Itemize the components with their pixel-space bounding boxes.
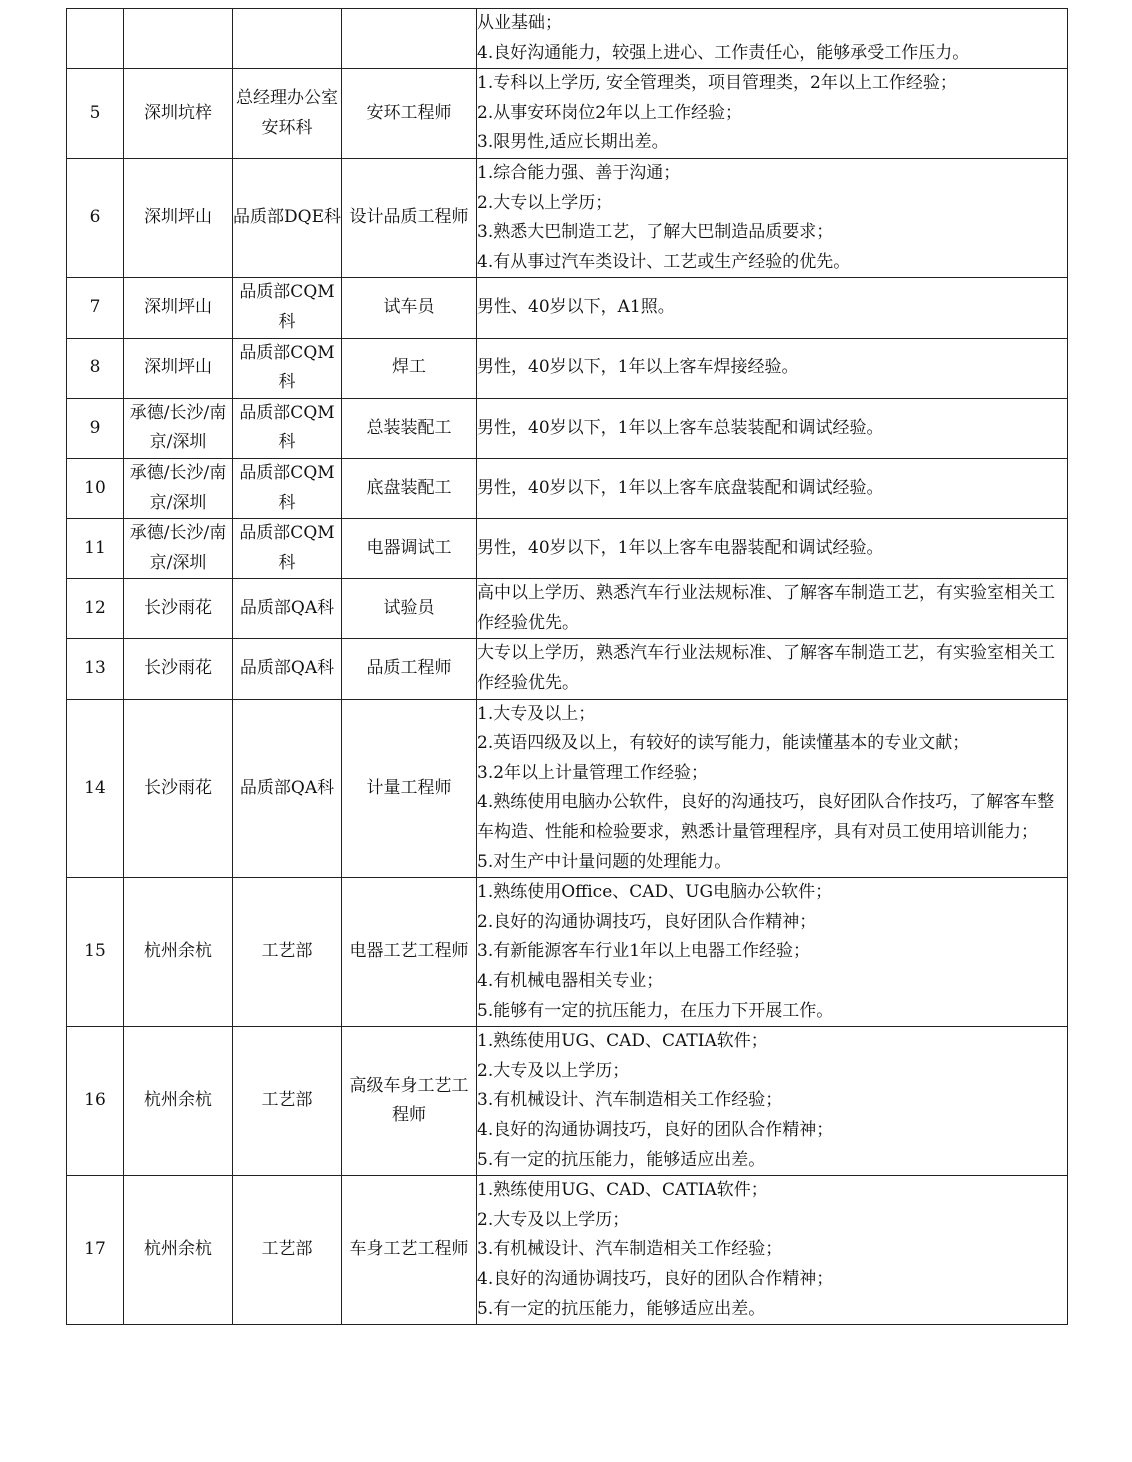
cell-department: 品质部QA科	[233, 639, 342, 699]
cell-requirements	[477, 278, 1068, 338]
requirement-line: 2.良好的沟通协调技巧，良好团队合作精神；	[477, 911, 817, 932]
table-row	[67, 158, 1068, 277]
cell-number: 16	[67, 1027, 124, 1176]
requirement-line: 大专以上学历，熟悉汽车行业法规标准、了解客车制造工艺，有实验室相关工作经验优先。	[477, 643, 1055, 694]
cell-number	[67, 9, 124, 69]
cell-location: 杭州余杭	[124, 878, 233, 1027]
requirement-line: 3.2年以上计量管理工作经验；	[477, 762, 709, 783]
cell-position: 试车员	[342, 278, 477, 338]
cell-position: 设计品质工程师	[342, 158, 477, 277]
cell-number: 7	[67, 278, 124, 338]
requirement-line: 1.熟练使用UG、CAD、CATIA软件；	[477, 1031, 768, 1052]
requirement-line: 4.良好沟通能力，较强上进心、工作责任心，能够承受工作压力。	[477, 42, 970, 63]
requirement-line: 2.大专及以上学历；	[477, 1060, 630, 1081]
cell-number: 15	[67, 878, 124, 1027]
cell-location: 深圳坪山	[124, 338, 233, 398]
cell-position: 电器工艺工程师	[342, 878, 477, 1027]
cell-location: 长沙雨花	[124, 639, 233, 699]
cell-location: 深圳坑梓	[124, 69, 233, 159]
cell-requirements	[477, 519, 1068, 579]
cell-position: 计量工程师	[342, 699, 477, 878]
requirement-line: 3.有新能源客车行业1年以上电器工作经验；	[477, 941, 811, 962]
cell-number: 10	[67, 458, 124, 518]
requirement-line: 男性、40岁以下，A1照。	[477, 297, 675, 318]
cell-department: 工艺部	[233, 878, 342, 1027]
cell-location: 杭州余杭	[124, 1027, 233, 1176]
table-row	[67, 9, 1068, 69]
cell-number: 11	[67, 519, 124, 579]
cell-department: 品质部CQM科	[233, 458, 342, 518]
requirement-line: 1.专科以上学历, 安全管理类，项目管理类，2年以上工作经验；	[477, 73, 957, 94]
requirement-line: 3.有机械设计、汽车制造相关工作经验；	[477, 1090, 783, 1111]
cell-position: 品质工程师	[342, 639, 477, 699]
requirement-line: 1.大专及以上；	[477, 703, 596, 724]
requirement-line: 5.有一定的抗压能力，能够适应出差。	[477, 1298, 766, 1319]
cell-position: 试验员	[342, 579, 477, 639]
cell-department	[233, 9, 342, 69]
requirement-line: 男性，40岁以下，1年以上客车电器装配和调试经验。	[477, 537, 884, 558]
requirement-line: 男性，40岁以下，1年以上客车底盘装配和调试经验。	[477, 477, 884, 498]
cell-number: 12	[67, 579, 124, 639]
requirement-line: 4.熟练使用电脑办公软件，良好的沟通技巧，良好团队合作技巧，了解客车整车构造、性能和检验要求，熟悉计量管理程序，具有对员工使用培训能力；	[477, 792, 1055, 843]
cell-requirements	[477, 9, 1068, 69]
cell-position: 安环工程师	[342, 69, 477, 159]
cell-requirements	[477, 398, 1068, 458]
table-row	[67, 278, 1068, 338]
cell-number: 6	[67, 158, 124, 277]
cell-position: 高级车身工艺工程师	[342, 1027, 477, 1176]
table-row	[67, 639, 1068, 699]
cell-requirements	[477, 338, 1068, 398]
table-row	[67, 69, 1068, 159]
cell-position	[342, 9, 477, 69]
cell-requirements	[477, 69, 1068, 159]
recruitment-table	[66, 8, 1068, 1325]
cell-department: 品质部CQM科	[233, 519, 342, 579]
table-row	[67, 338, 1068, 398]
requirement-line: 高中以上学历、熟悉汽车行业法规标准、了解客车制造工艺，有实验室相关工作经验优先。	[477, 583, 1055, 633]
cell-location: 承德/长沙/南京/深圳	[124, 519, 233, 579]
cell-department: 品质部CQM科	[233, 278, 342, 338]
table-row	[67, 1176, 1068, 1325]
cell-position: 底盘装配工	[342, 458, 477, 518]
requirement-line: 3.有机械设计、汽车制造相关工作经验；	[477, 1239, 783, 1260]
cell-location: 深圳坪山	[124, 278, 233, 338]
table-row	[67, 579, 1068, 639]
cell-number: 17	[67, 1176, 124, 1325]
cell-location: 长沙雨花	[124, 699, 233, 878]
requirement-line: 2.英语四级及以上，有较好的读写能力，能读懂基本的专业文献；	[477, 733, 970, 754]
requirement-line: 4.良好的沟通协调技巧，良好的团队合作精神；	[477, 1119, 834, 1140]
requirement-line: 4.良好的沟通协调技巧，良好的团队合作精神；	[477, 1268, 834, 1289]
cell-department: 品质部QA科	[233, 699, 342, 878]
requirement-line: 3.熟悉大巴制造工艺，了解大巴制造品质要求；	[477, 222, 834, 243]
cell-position: 总装装配工	[342, 398, 477, 458]
table-row	[67, 458, 1068, 518]
recruitment-table-body	[67, 9, 1068, 1325]
requirement-line: 4.有从事过汽车类设计、工艺或生产经验的优先。	[477, 251, 851, 272]
requirement-line: 5.对生产中计量问题的处理能力。	[477, 851, 732, 872]
requirement-line: 1.熟练使用Office、CAD、UG电脑办公软件；	[477, 882, 833, 903]
requirement-line: 2.大专以上学历；	[477, 192, 613, 213]
cell-location: 深圳坪山	[124, 158, 233, 277]
cell-department: 工艺部	[233, 1027, 342, 1176]
cell-location: 长沙雨花	[124, 579, 233, 639]
requirement-line: 2.从事安环岗位2年以上工作经验；	[477, 102, 743, 123]
table-row	[67, 519, 1068, 579]
table-row	[67, 878, 1068, 1027]
requirement-line: 3.限男性,适应长期出差。	[477, 132, 669, 153]
cell-requirements	[477, 1176, 1068, 1325]
cell-number: 13	[67, 639, 124, 699]
requirement-line: 5.能够有一定的抗压能力，在压力下开展工作。	[477, 1000, 834, 1021]
cell-requirements	[477, 1027, 1068, 1176]
requirement-line: 5.有一定的抗压能力，能够适应出差。	[477, 1149, 766, 1170]
cell-number: 5	[67, 69, 124, 159]
cell-department: 品质部QA科	[233, 579, 342, 639]
requirement-line: 男性，40岁以下，1年以上客车焊接经验。	[477, 357, 799, 378]
cell-location: 杭州余杭	[124, 1176, 233, 1325]
cell-position: 电器调试工	[342, 519, 477, 579]
requirement-line: 男性，40岁以下，1年以上客车总装装配和调试经验。	[477, 417, 884, 438]
table-row	[67, 699, 1068, 878]
table-row	[67, 1027, 1068, 1176]
cell-department: 品质部CQM科	[233, 338, 342, 398]
cell-location: 承德/长沙/南京/深圳	[124, 458, 233, 518]
requirement-line: 2.大专及以上学历；	[477, 1209, 630, 1230]
cell-requirements	[477, 158, 1068, 277]
cell-location: 承德/长沙/南京/深圳	[124, 398, 233, 458]
requirement-line: 1.熟练使用UG、CAD、CATIA软件；	[477, 1180, 768, 1201]
cell-number: 9	[67, 398, 124, 458]
cell-requirements	[477, 458, 1068, 518]
cell-department: 品质部CQM科	[233, 398, 342, 458]
cell-location	[124, 9, 233, 69]
requirement-line: 4.有机械电器相关专业；	[477, 971, 664, 991]
cell-number: 14	[67, 699, 124, 878]
table-row	[67, 398, 1068, 458]
cell-department: 工艺部	[233, 1176, 342, 1325]
cell-number: 8	[67, 338, 124, 398]
requirement-line: 从业基础；	[477, 13, 562, 33]
cell-department: 品质部DQE科	[233, 158, 342, 277]
requirement-line: 1.综合能力强、善于沟通；	[477, 162, 681, 183]
cell-position: 焊工	[342, 338, 477, 398]
cell-requirements	[477, 639, 1068, 699]
cell-requirements	[477, 878, 1068, 1027]
cell-requirements	[477, 699, 1068, 878]
cell-department: 总经理办公室安环科	[233, 69, 342, 159]
cell-position: 车身工艺工程师	[342, 1176, 477, 1325]
cell-requirements	[477, 579, 1068, 639]
